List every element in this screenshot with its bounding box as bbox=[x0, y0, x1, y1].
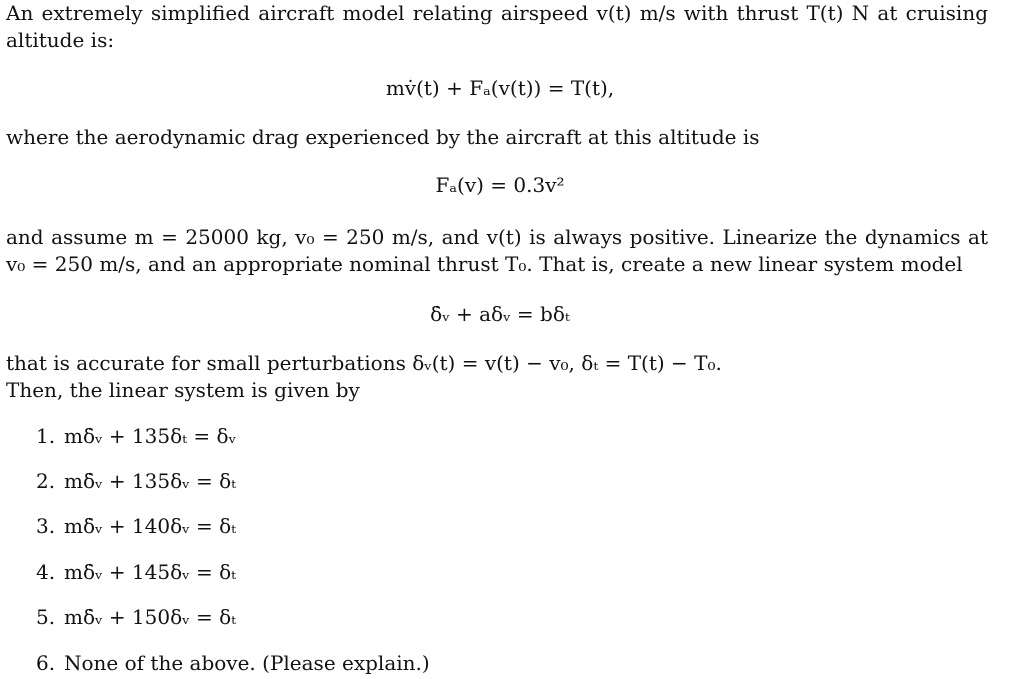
answer-option-6[interactable] bbox=[36, 650, 430, 676]
option-number: 3. bbox=[36, 514, 56, 538]
dynamics-equation: mv̇(t) + Fₐ(v(t)) = T(t), bbox=[385, 76, 615, 100]
option-number: 5. bbox=[36, 605, 56, 629]
option-number: 4. bbox=[36, 560, 56, 584]
assume-line-1: and assume m = 25000 kg, v₀ = 250 m/s, and v(t) is always positive. Linearize the dynamics at bbox=[6, 225, 988, 249]
intro-line-1: An extremely simplified aircraft model relating airspeed v(t) m/s with thrust T(t) N at cruising bbox=[6, 1, 988, 25]
then-line: Then, the linear system is given by bbox=[6, 378, 360, 402]
answer-option-3[interactable] bbox=[36, 513, 236, 539]
answer-option-2[interactable] bbox=[36, 468, 236, 494]
assume-line-2: v₀ = 250 m/s, and an appropriate nominal thrust T₀. That is, create a new linear system model bbox=[6, 252, 963, 276]
option-number: 6. bbox=[36, 651, 56, 675]
option-text: mδ̇ᵥ + 140δᵥ = δₜ bbox=[64, 514, 237, 538]
option-number: 1. bbox=[36, 424, 56, 448]
answer-option-4[interactable] bbox=[36, 559, 236, 585]
linear-model-equation: δ̇ᵥ + aδᵥ = bδₜ bbox=[430, 302, 570, 326]
drag-equation: Fₐ(v) = 0.3v² bbox=[435, 173, 565, 197]
perturbation-line: that is accurate for small perturbations δᵥ(t) = v(t) − v₀, δₜ = T(t) − T₀. bbox=[6, 351, 722, 375]
answer-option-5[interactable] bbox=[36, 604, 236, 630]
option-number: 2. bbox=[36, 469, 56, 493]
option-text: mδ̇ᵥ + 145δᵥ = δₜ bbox=[64, 560, 237, 584]
answer-option-1[interactable] bbox=[36, 423, 236, 449]
intro-line-2: altitude is: bbox=[6, 28, 115, 52]
drag-intro: where the aerodynamic drag experienced by the aircraft at this altitude is bbox=[6, 125, 760, 149]
option-text: mδ̇ᵥ + 135δₜ = δᵥ bbox=[64, 424, 237, 448]
option-text: mδ̇ᵥ + 150δᵥ = δₜ bbox=[64, 605, 237, 629]
option-text: mδ̇ᵥ + 135δᵥ = δₜ bbox=[64, 469, 237, 493]
option-text: None of the above. (Please explain.) bbox=[64, 651, 430, 675]
